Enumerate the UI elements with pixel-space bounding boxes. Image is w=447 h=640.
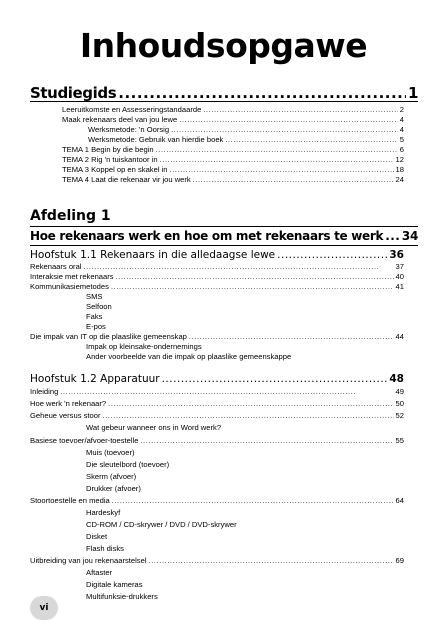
toc-entry[interactable]	[62, 145, 404, 155]
chapter-page: 48	[389, 373, 404, 385]
entry-page: 24	[395, 175, 404, 184]
entry-label: Maak rekenaars deel van jou lewe	[62, 115, 178, 124]
toc-subentry[interactable]: Multifunksie-drukkers	[86, 592, 158, 601]
entry-page: 49	[395, 387, 404, 396]
entry-page: 18	[395, 165, 404, 174]
toc-entry[interactable]	[62, 115, 404, 125]
toc-entry[interactable]	[30, 272, 404, 282]
entry-page: 64	[395, 496, 404, 505]
entry-page: 4	[399, 125, 404, 134]
toc-subentry[interactable]: Impak op kleinsake-ondernemings	[86, 342, 202, 351]
toc-subentry[interactable]: Hardeskyf	[86, 508, 121, 517]
page-number: vi	[30, 596, 58, 620]
toc-entry[interactable]	[30, 332, 404, 342]
entry-label: Hoe werk 'n rekenaar?	[30, 399, 107, 408]
leader-dots	[116, 273, 394, 282]
toc-subentry[interactable]: Muis (toevoer)	[86, 448, 135, 457]
entry-page: 37	[395, 262, 404, 271]
leader-dots	[385, 229, 400, 244]
toc-chapter[interactable]	[30, 373, 404, 386]
entry-page: 52	[395, 411, 404, 420]
leader-dots	[171, 126, 398, 135]
entry-label: TEMA 3 Koppel op en skakel in	[62, 165, 168, 174]
toc-entry[interactable]	[62, 175, 404, 185]
chapter-page: 36	[389, 249, 404, 261]
chapter-label: Hoofstuk 1.2 Apparatuur	[30, 373, 160, 385]
toc-subentry[interactable]: SMS	[86, 292, 103, 301]
entry-label: Basiese toevoer/afvoer-toestelle	[30, 436, 139, 445]
toc-subentry[interactable]: Selfoon	[86, 302, 112, 311]
leader-dots	[225, 136, 397, 145]
page-title: Inhoudsopgawe	[79, 26, 368, 65]
entry-page: 2	[399, 105, 404, 114]
leader-dots	[111, 283, 394, 292]
toc-subentry[interactable]: Disket	[86, 532, 108, 541]
entry-label: Leeruitkomste en Assesseringstandaarde	[62, 105, 202, 114]
toc-subentry[interactable]: Aftaster	[86, 568, 113, 577]
leader-dots	[156, 146, 398, 155]
leader-dots	[160, 156, 394, 165]
toc-entry[interactable]	[30, 556, 404, 566]
toc-part-entry[interactable]	[30, 229, 418, 244]
leader-dots	[118, 84, 406, 102]
entry-label: Werksmetode: Gebruik van hierdie boek	[88, 135, 224, 144]
leader-dots	[84, 263, 394, 272]
toc-entry[interactable]	[30, 282, 404, 292]
toc-subentry[interactable]: Skerm (afvoer)	[86, 472, 137, 481]
entry-page: 12	[395, 155, 404, 164]
leader-dots	[162, 373, 388, 386]
toc-chapter[interactable]	[30, 249, 404, 262]
chapter-label: Hoofstuk 1.1 Rekenaars in die alledaagse lewe	[30, 249, 276, 261]
leader-dots	[149, 557, 394, 566]
entry-label: Kommunikasiemetodes	[30, 282, 109, 291]
entry-page: 41	[395, 282, 404, 291]
toc-entry[interactable]	[62, 165, 404, 175]
entry-label: Die impak van IT op die plaaslike gemeenskap	[30, 332, 187, 341]
leader-dots	[179, 116, 398, 125]
toc-subentry[interactable]: Digitale kameras	[86, 580, 143, 589]
entry-page: 69	[395, 556, 404, 565]
entry-page: 44	[395, 332, 404, 341]
entry-page: 55	[395, 436, 404, 445]
toc-subentry[interactable]: Faks	[86, 312, 103, 321]
part-page: 34	[401, 229, 418, 243]
entry-page: 50	[395, 399, 404, 408]
toc-subentry[interactable]: Drukker (afvoer)	[86, 484, 141, 493]
entry-label: Interaksie met rekenaars	[30, 272, 114, 281]
toc-entry[interactable]	[88, 135, 404, 145]
section-label: Studiegids	[30, 84, 117, 102]
part-heading: Afdeling 1	[30, 208, 111, 224]
leader-dots	[103, 412, 394, 421]
leader-dots	[140, 437, 393, 446]
entry-page: 4	[399, 115, 404, 124]
entry-label: Geheue versus stoor	[30, 411, 101, 420]
toc-entry[interactable]	[30, 387, 404, 397]
toc-subentry[interactable]: Flash disks	[86, 544, 124, 553]
entry-label: TEMA 1 Begin by die begin	[62, 145, 154, 154]
toc-entry[interactable]	[30, 399, 404, 409]
leader-dots	[277, 249, 387, 262]
section-page: 1	[407, 84, 418, 102]
entry-label: Werksmetode: 'n Oorsig	[88, 125, 170, 134]
leader-dots	[170, 166, 394, 175]
entry-label: Stoortoestelle en media	[30, 496, 110, 505]
toc-entry[interactable]	[30, 411, 404, 421]
toc-entry[interactable]	[62, 105, 404, 115]
entry-label: Uitbreiding van jou rekenaarstelsel	[30, 556, 147, 565]
toc-entry[interactable]	[88, 125, 404, 135]
divider	[30, 245, 418, 246]
entry-label: TEMA 2 Rig 'n tuiskantoor in	[62, 155, 158, 164]
entry-page: 6	[399, 145, 404, 154]
entry-label: Inleiding	[30, 387, 59, 396]
entry-page: 5	[399, 135, 404, 144]
toc-entry[interactable]	[30, 262, 404, 272]
entry-label: Rekenaars oral	[30, 262, 82, 271]
toc-subentry[interactable]: Die sleutelbord (toevoer)	[86, 460, 170, 469]
divider	[30, 226, 418, 227]
divider	[30, 101, 418, 102]
toc-section-studiegids[interactable]	[30, 84, 418, 102]
toc-subentry[interactable]: E-pos	[86, 322, 106, 331]
toc-subentry[interactable]: Ander voorbeelde van die impak op plaaslike gemeenskappe	[86, 352, 292, 361]
leader-dots	[112, 497, 394, 506]
toc-entry[interactable]	[30, 496, 404, 506]
leader-dots	[108, 400, 393, 409]
part-label: Hoe rekenaars werk en hoe om met rekenaars te werk	[30, 229, 384, 243]
entry-label: TEMA 4 Laat die rekenaar vir jou werk	[62, 175, 191, 184]
leader-dots	[193, 176, 394, 185]
toc-subentry[interactable]: Wat gebeur wanneer ons in Word werk?	[86, 423, 222, 432]
entry-page: 40	[395, 272, 404, 281]
leader-dots	[60, 388, 393, 397]
toc-entry[interactable]	[62, 155, 404, 165]
leader-dots	[203, 106, 397, 115]
leader-dots	[189, 333, 394, 342]
toc-subentry[interactable]: CD-ROM / CD-skrywer / DVD / DVD-skrywer	[86, 520, 237, 529]
toc-entry[interactable]	[30, 436, 404, 446]
